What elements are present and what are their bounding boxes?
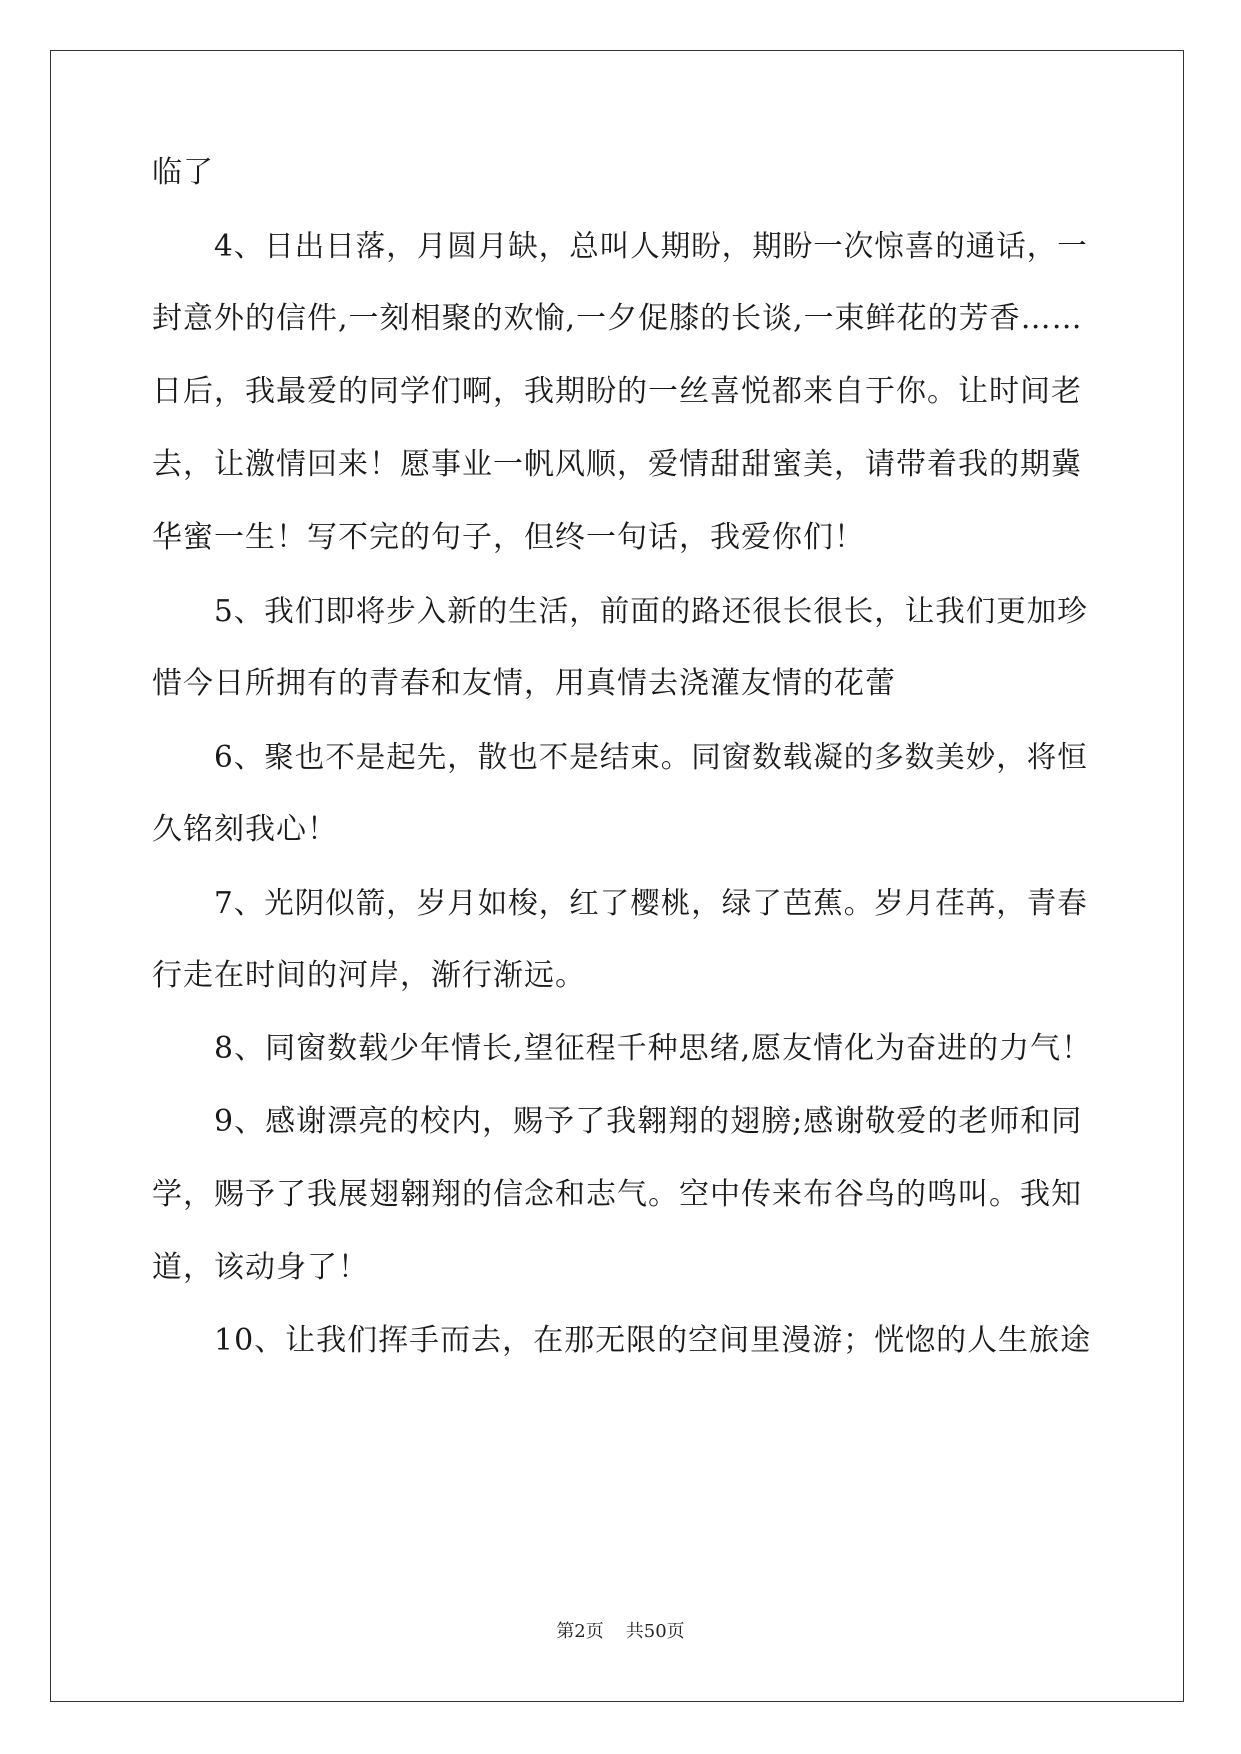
page-total: 共50页 [625,1621,685,1642]
text-line: 惜今日所拥有的青春和友情，用真情去浇灌友情的花蕾 [152,666,896,701]
text-line: 道，该动身了！ [152,1250,369,1285]
text-line: 6、聚也不是起先，散也不是结束。同窗数载凝的多数美妙，将恒 [214,740,1088,774]
text-line: 7、光阴似箭，岁月如梭，红了樱桃，绿了芭蕉。岁月荏苒，青春 [214,886,1088,920]
text-line: 去，让激情回来！愿事业一帆风顺，爱情甜甜蜜美，请带着我的期冀 [152,447,1082,482]
text-line: 行走在时间的河岸，渐行渐远。 [152,958,586,993]
text-line: 10、让我们挥手而去，在那无限的空间里漫游；恍惚的人生旅途 [214,1323,1092,1358]
text-line: 日后，我最爱的同学们啊，我期盼的一丝喜悦都来自于你。让时间老 [152,374,1082,409]
text-line: 华蜜一生！写不完的句子，但终一句话，我爱你们！ [152,520,865,555]
text-line: 学，赐予了我展翅翱翔的信念和志气。空中传来布谷鸟的鸣叫。我知 [152,1177,1082,1212]
page-number: 第2页 [556,1621,604,1642]
text-line: 5、我们即将步入新的生活，前面的路还很长很长，让我们更加珍 [214,594,1088,628]
text-line: 9、感谢漂亮的校内，赐予了我翱翔的翅膀;感谢敬爱的老师和同 [214,1104,1083,1139]
text-line: 4、日出日落，月圆月缺，总叫人期盼，期盼一次惊喜的通话，一 [214,229,1088,263]
text-line: 临了 [152,155,214,190]
page-footer [0,1620,1241,1644]
text-line: 久铭刻我心！ [152,812,338,847]
page-border [50,50,1184,1702]
text-line: 封意外的信件,一刻相聚的欢愉,一夕促膝的长谈,一束鲜花的芳香…… [152,301,1083,336]
text-line: 8、同窗数载少年情长,望征程千种思绪,愿友情化为奋进的力气！ [214,1031,1093,1066]
